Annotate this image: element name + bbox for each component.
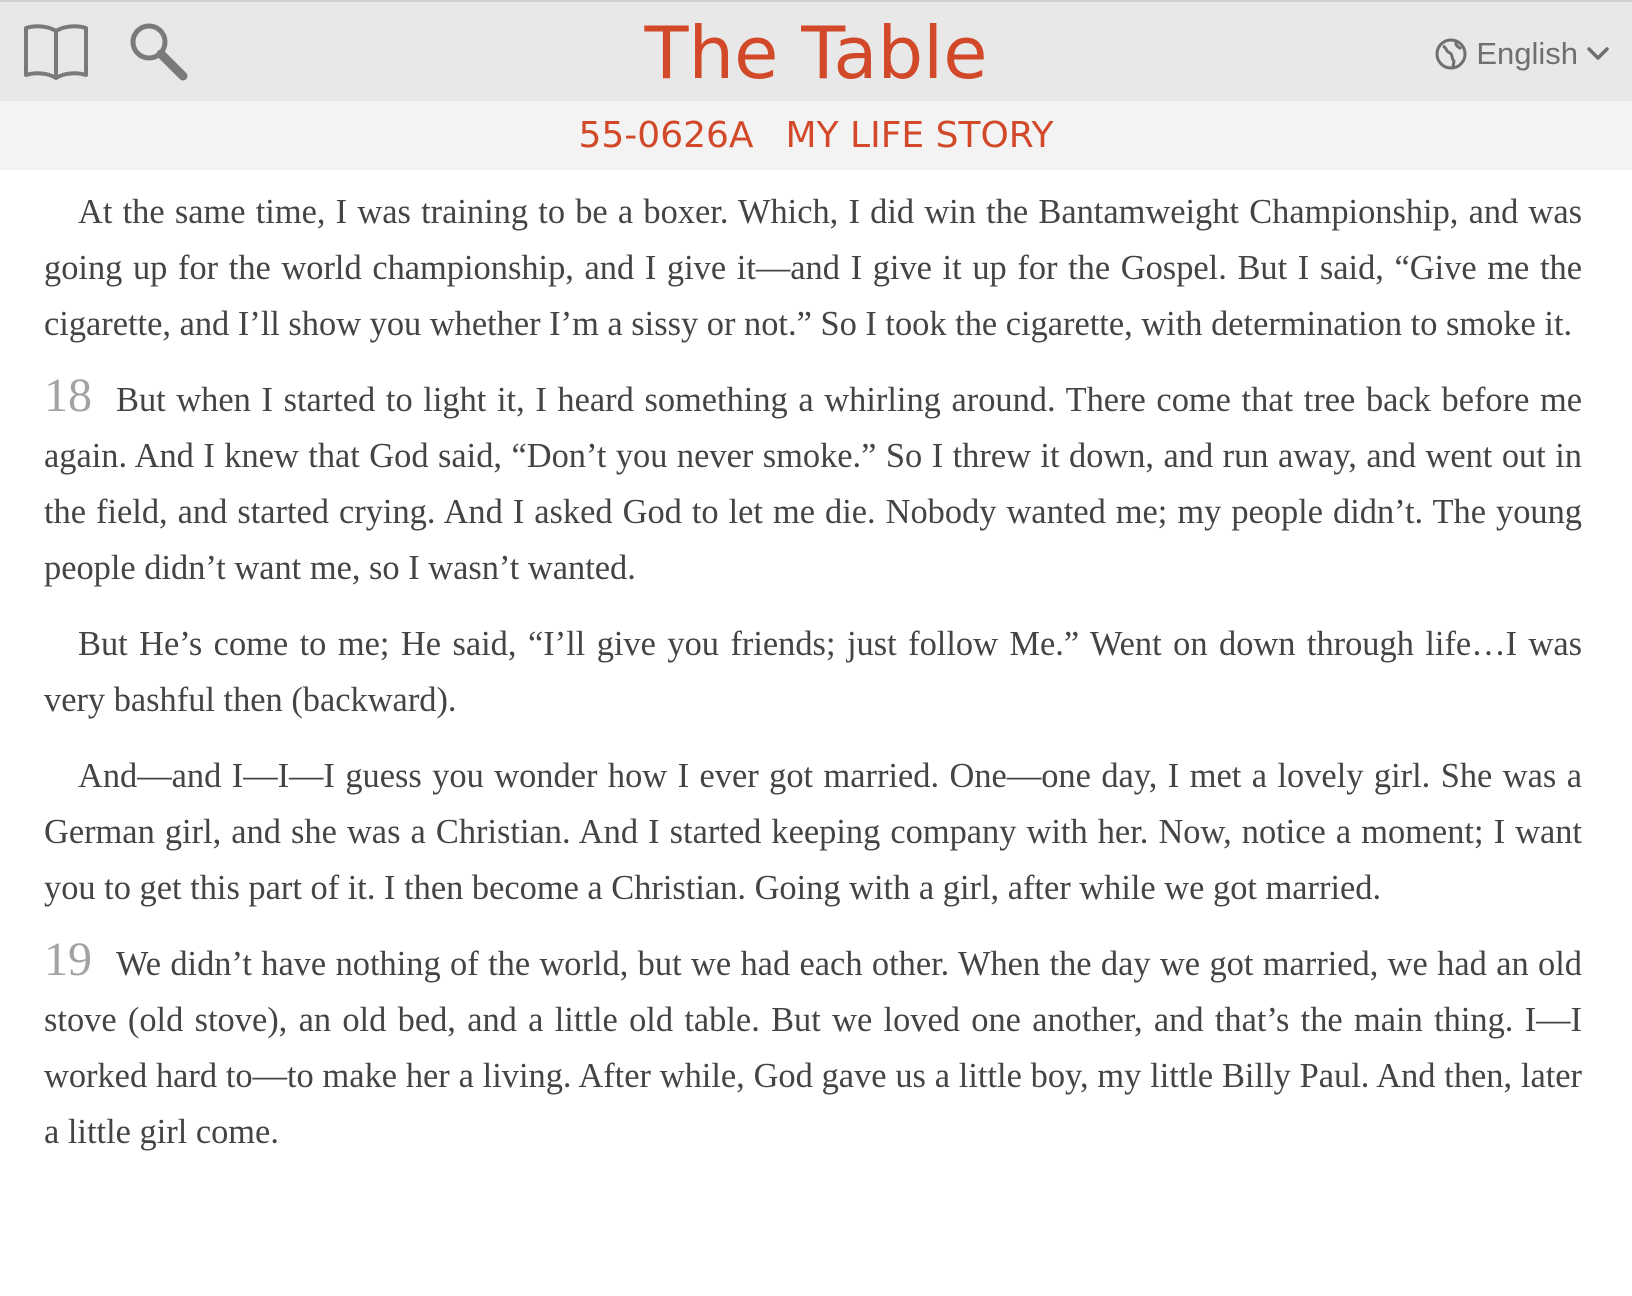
paragraph-text: We didn’t have nothing of the world, but we had each other. When the day we got married, we had an old stove (old stove), an old bed, and a little old table. But we loved one another, and that’s the main thing. I—I worked hard to—to make her a living. After while, God gave us a little boy, my little Billy Paul. And then, later a little girl come. [44,945,1582,1151]
paragraph-text: At the same time, I was training to be a boxer. Which, I did win the Bantamweight Championship, and was going up for the world championship, and I give it—and I give it up for the Gospel. But I said, “Give me the cigarette, and I’ll show you whether I’m a sissy or not.” So I took the cigarette, with determination to smoke it. [44,193,1582,343]
sermon-title: MY LIFE STORY [785,115,1054,156]
paragraph-number: 18 [44,369,92,422]
language-label: English [1476,36,1578,71]
paragraph [44,616,1582,728]
paragraph-number: 19 [44,933,92,986]
globe-icon [1434,37,1468,71]
top-bar [0,0,1632,101]
sermon-heading [0,101,1632,170]
language-selector[interactable] [1434,32,1610,76]
paragraph-text: And—and I—I—I guess you wonder how I ever got married. One—one day, I met a lovely girl. She was a German girl, and she was a Christian. And I started keeping company with her. Now, notice a moment; I want you to get this part of it. I then become a Christian. Going with a girl, after while we got married. [44,757,1582,907]
sermon-text [44,184,1582,1180]
paragraph [44,184,1582,352]
paragraph [44,748,1582,916]
app-title: The Table [644,11,988,95]
paragraph [44,369,1582,596]
sermon-code: 55-0626A [578,115,754,156]
paragraph-text: But He’s come to me; He said, “I’ll give you friends; just follow Me.” Went on down through life…I was very bashful then (backward). [44,625,1582,719]
chevron-down-icon [1586,46,1610,62]
paragraph-text: But when I started to light it, I heard something a whirling around. There come that tree back before me again. And I knew that God said, “Don’t you never smoke.” So I threw it down, and run away, and went out in the field, and started crying. And I asked God to let me die. Nobody wanted me; my people didn’t. The young people didn’t want me, so I wasn’t wanted. [44,381,1582,587]
paragraph [44,933,1582,1160]
